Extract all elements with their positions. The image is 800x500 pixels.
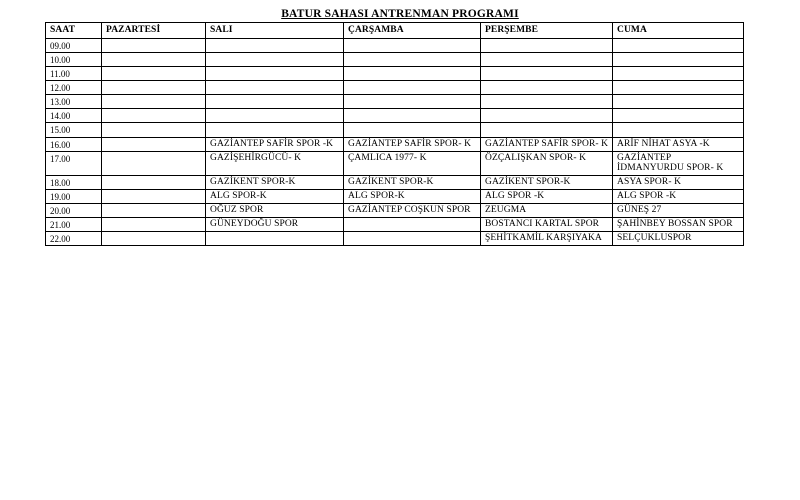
column-header-cuma: CUMA [613, 23, 744, 39]
table-row [46, 39, 744, 53]
table-row [46, 204, 744, 218]
cell-cuma: ALG SPOR -K [613, 189, 744, 203]
cell-pazartesi [102, 137, 206, 151]
table-row [46, 151, 744, 175]
row-hour: 11.00 [46, 67, 102, 81]
cell-carsamba: GAZİANTEP COŞKUN SPOR [344, 204, 481, 218]
cell-carsamba: GAZİANTEP SAFİR SPOR- K [344, 137, 481, 151]
cell-pazartesi [102, 109, 206, 123]
table-row [46, 109, 744, 123]
cell-sali: GÜNEYDOĞU SPOR [206, 218, 344, 232]
cell-pazartesi [102, 39, 206, 53]
column-header-carsamba: ÇARŞAMBA [344, 23, 481, 39]
cell-sali [206, 39, 344, 53]
cell-persembe [481, 81, 613, 95]
row-hour: 15.00 [46, 123, 102, 137]
cell-pazartesi [102, 232, 206, 246]
cell-cuma [613, 109, 744, 123]
cell-persembe: GAZİANTEP SAFİR SPOR- K [481, 137, 613, 151]
cell-cuma: ARİF NİHAT ASYA -K [613, 137, 744, 151]
cell-persembe: GAZİKENT SPOR-K [481, 175, 613, 189]
row-hour: 19.00 [46, 189, 102, 203]
column-header-pazartesi: PAZARTESİ [102, 23, 206, 39]
cell-sali [206, 232, 344, 246]
cell-cuma [613, 53, 744, 67]
cell-cuma [613, 81, 744, 95]
cell-persembe: BOSTANCI KARTAL SPOR [481, 218, 613, 232]
cell-pazartesi [102, 218, 206, 232]
cell-cuma: GAZİANTEP İDMANYURDU SPOR- K [613, 151, 744, 175]
table-row [46, 189, 744, 203]
column-header-sali: SALI [206, 23, 344, 39]
cell-pazartesi [102, 151, 206, 175]
row-hour: 10.00 [46, 53, 102, 67]
cell-sali: GAZİŞEHİRGÜCÜ- K [206, 151, 344, 175]
row-hour: 09.00 [46, 39, 102, 53]
cell-carsamba [344, 232, 481, 246]
column-header-saat: SAAT [46, 23, 102, 39]
cell-cuma: ASYA SPOR- K [613, 175, 744, 189]
cell-sali [206, 81, 344, 95]
table-row [46, 137, 744, 151]
cell-sali: ALG SPOR-K [206, 189, 344, 203]
table-body [46, 39, 744, 246]
table-row [46, 232, 744, 246]
cell-carsamba [344, 39, 481, 53]
row-hour: 22.00 [46, 232, 102, 246]
cell-persembe: ŞEHİTKAMİL KARŞIYAKA [481, 232, 613, 246]
cell-carsamba [344, 81, 481, 95]
cell-sali: OĞUZ SPOR [206, 204, 344, 218]
cell-persembe: ALG SPOR -K [481, 189, 613, 203]
row-hour: 18.00 [46, 175, 102, 189]
cell-carsamba: ÇAMLICA 1977- K [344, 151, 481, 175]
cell-cuma: ŞAHİNBEY BOSSAN SPOR [613, 218, 744, 232]
cell-pazartesi [102, 189, 206, 203]
page-title: BATUR SAHASI ANTRENMAN PROGRAMI [281, 8, 519, 20]
row-hour: 21.00 [46, 218, 102, 232]
table-row [46, 95, 744, 109]
table-row [46, 123, 744, 137]
table-row [46, 218, 744, 232]
row-hour: 12.00 [46, 81, 102, 95]
cell-pazartesi [102, 123, 206, 137]
cell-sali [206, 95, 344, 109]
cell-carsamba [344, 109, 481, 123]
table-header-row [46, 23, 744, 39]
cell-carsamba [344, 123, 481, 137]
cell-persembe [481, 39, 613, 53]
cell-sali: GAZİKENT SPOR-K [206, 175, 344, 189]
cell-cuma: GÜNEŞ 27 [613, 204, 744, 218]
cell-pazartesi [102, 175, 206, 189]
cell-carsamba: GAZİKENT SPOR-K [344, 175, 481, 189]
cell-cuma [613, 39, 744, 53]
training-schedule-table [45, 22, 744, 246]
row-hour: 16.00 [46, 137, 102, 151]
cell-persembe: ÖZÇALIŞKAN SPOR- K [481, 151, 613, 175]
table-row [46, 175, 744, 189]
cell-pazartesi [102, 204, 206, 218]
cell-cuma: SELÇUKLUSPOR [613, 232, 744, 246]
row-hour: 20.00 [46, 204, 102, 218]
cell-cuma [613, 123, 744, 137]
row-hour: 14.00 [46, 109, 102, 123]
cell-sali [206, 123, 344, 137]
cell-sali [206, 67, 344, 81]
row-hour: 13.00 [46, 95, 102, 109]
cell-carsamba [344, 218, 481, 232]
row-hour: 17.00 [46, 151, 102, 175]
cell-persembe [481, 67, 613, 81]
cell-persembe [481, 109, 613, 123]
cell-carsamba: ALG SPOR-K [344, 189, 481, 203]
cell-pazartesi [102, 53, 206, 67]
cell-carsamba [344, 53, 481, 67]
cell-pazartesi [102, 67, 206, 81]
table-row [46, 53, 744, 67]
cell-pazartesi [102, 95, 206, 109]
cell-carsamba [344, 95, 481, 109]
cell-carsamba [344, 67, 481, 81]
cell-cuma [613, 67, 744, 81]
cell-persembe [481, 123, 613, 137]
cell-sali [206, 109, 344, 123]
table-row [46, 81, 744, 95]
cell-cuma [613, 95, 744, 109]
cell-pazartesi [102, 81, 206, 95]
cell-persembe: ZEUGMA [481, 204, 613, 218]
cell-persembe [481, 53, 613, 67]
table-row [46, 67, 744, 81]
cell-sali: GAZİANTEP SAFİR SPOR -K [206, 137, 344, 151]
cell-persembe [481, 95, 613, 109]
column-header-persembe: PERŞEMBE [481, 23, 613, 39]
cell-sali [206, 53, 344, 67]
